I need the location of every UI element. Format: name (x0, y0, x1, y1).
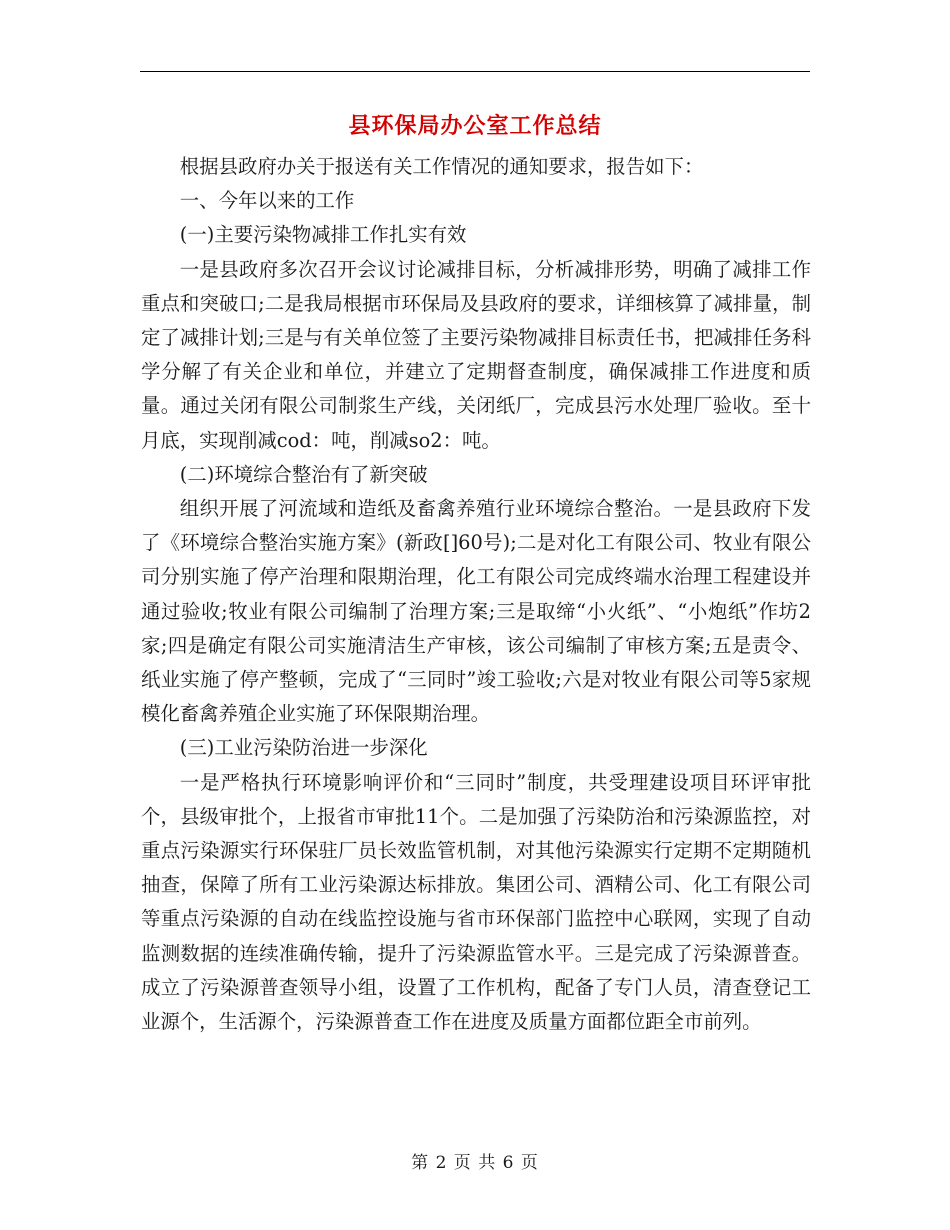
body-paragraph: 一是严格执行环境影响评价和“三同时”制度，共受理建设项目环评审批个，县级审批个，上报省市审批11个。二是加强了污染防治和污染源监控，对重点污染源实行环保驻厂员长效监管机制，对其他污染源实行定期不定期随机抽查，保障了所有工业污染源达标排放。集团公司、酒精公司、化工有限公司等重点污染源的自动在线监控设施与省市环保部门监控中心联网，实现了自动监测数据的连续准确传输，提升了污染源监管水平。三是完成了污染源普查。成立了污染源普查领导小组，设置了工作机构，配备了专门人员，清查登记工业源个，生活源个，污染源普查工作在进度及质量方面都位距全市前列。 (141, 770, 811, 1034)
subsection-heading: (二)环境综合整治有了新突破 (179, 462, 428, 486)
body-paragraph: 一是县政府多次召开会议讨论减排目标，分析减排形势，明确了减排工作重点和突破口;二是我局根据市环保局及县政府的要求，详细核算了减排量，制定了减排计划;三是与有关单位签了主要污染物减排目标责任书，把减排任务科学分解了有关企业和单位，并建立了定期督查制度，确保减排工作进度和质量。通过关闭有限公司制浆生产线，关闭纸厂，完成县污水处理厂验收。至十月底，实现削减cod：吨，削减so2：吨。 (141, 257, 811, 452)
page-number: 第 2 页 共 6 页 (411, 1153, 539, 1173)
document-body (141, 150, 811, 1039)
header-rule (140, 71, 810, 72)
subsection-heading: (一)主要污染物减排工作扎实有效 (179, 223, 467, 247)
section-heading: 一、今年以来的工作 (179, 189, 355, 213)
intro-paragraph: 根据县政府办关于报送有关工作情况的通知要求，报告如下： (179, 155, 704, 178)
body-paragraph: 组织开展了河流域和造纸及畜禽养殖行业环境综合整治。一是县政府下发了《环境综合整治实施方案》(新政[]60号);二是对化工有限公司、牧业有限公司分别实施了停产治理和限期治理，化工有限公司完成终端水治理工程建设并通过验收;牧业有限公司编制了治理方案;三是取缔“小火纸”、“小炮纸”作坊2家;四是确定有限公司实施清洁生产审核，该公司编制了审核方案;五是责令、纸业实施了停产整顿，完成了“三同时”竣工验收;六是对牧业有限公司等5家规模化畜禽养殖企业实施了环保限期治理。 (141, 497, 811, 726)
subsection-heading: (三)工业污染防治进一步深化 (179, 736, 428, 760)
document-title: 县环保局办公室工作总结 (348, 113, 602, 139)
